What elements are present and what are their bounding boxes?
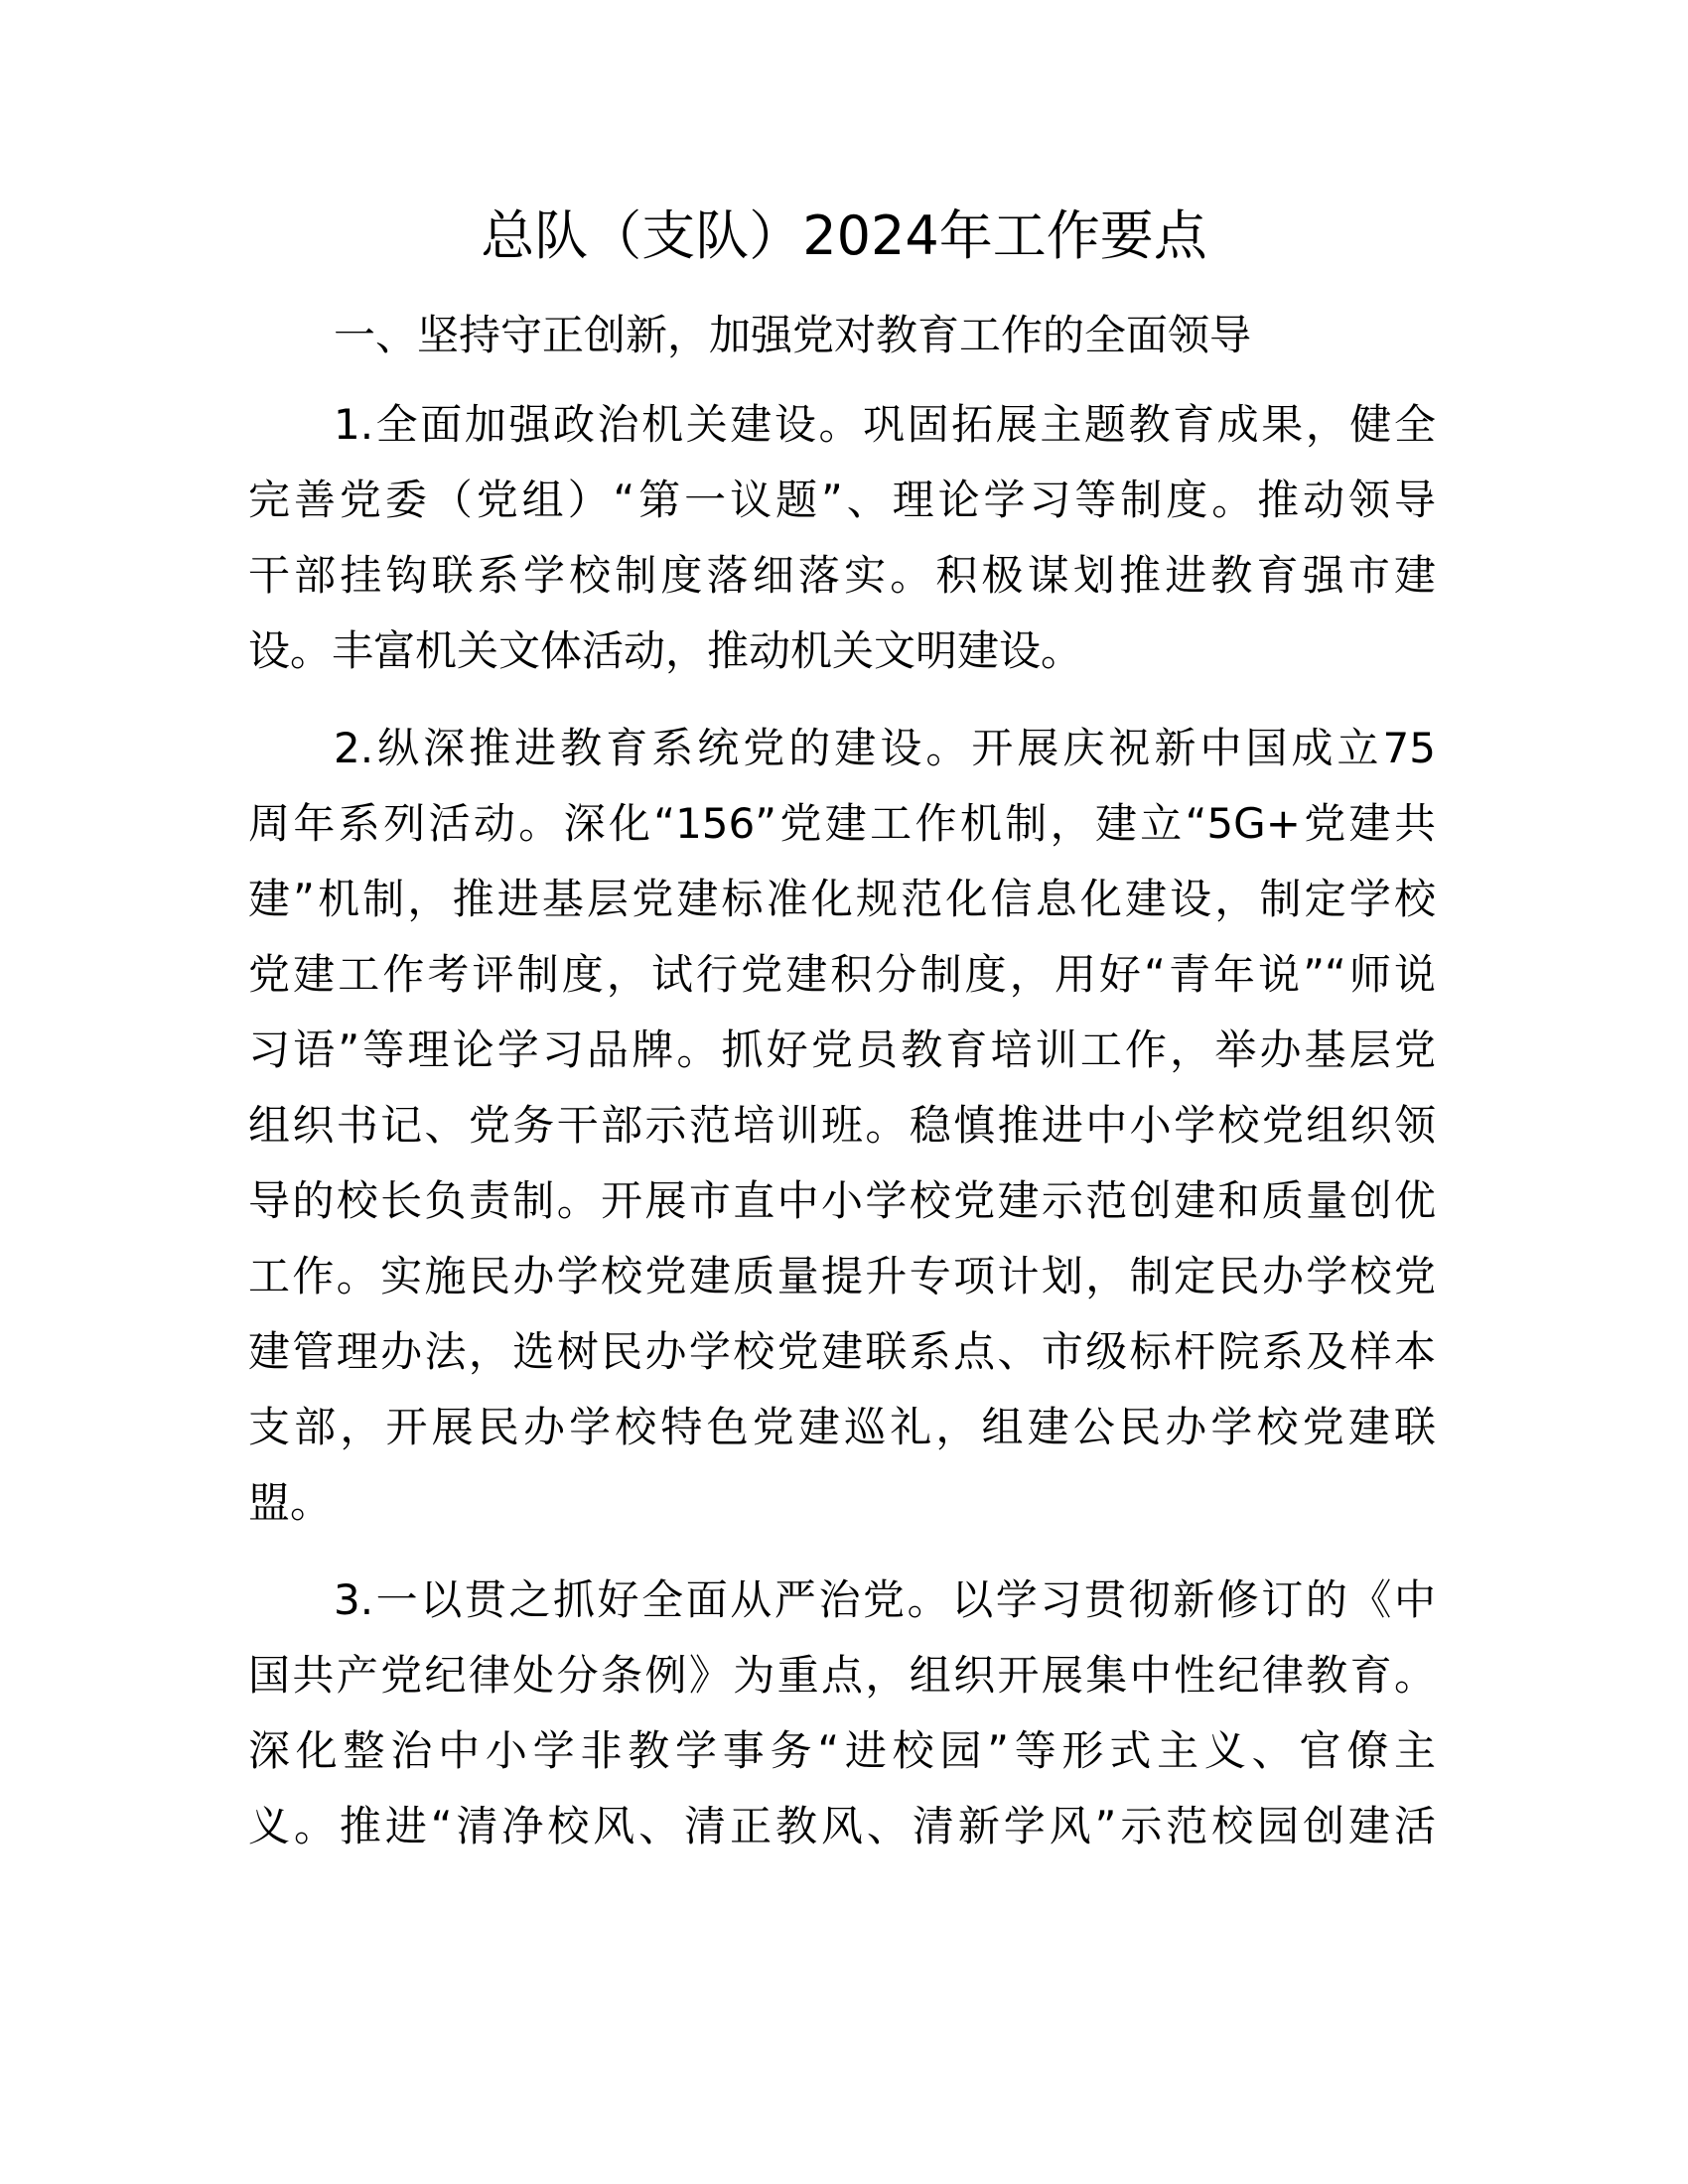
text-line: 盟。	[248, 1478, 333, 1527]
document-body	[248, 298, 1436, 1886]
paragraph-3	[248, 1563, 1436, 1864]
text-line: 工作。实施民办学校党建质量提升专项计划，制定民办学校党	[248, 1252, 1436, 1300]
document-title: 总队（支队）2024年工作要点	[481, 205, 1207, 267]
text-line: 深化整治中小学非教学事务“进校园”等形式主义、官僚主	[248, 1726, 1436, 1775]
text-line: 支部，开展民办学校特色党建巡礼，组建公民办学校党建联	[248, 1403, 1436, 1451]
text-line: 导的校长负责制。开展市直中小学校党建示范创建和质量创优	[248, 1176, 1436, 1225]
text-line: 组织书记、党务干部示范培训班。稳慎推进中小学校党组织领	[248, 1101, 1436, 1150]
text-line: 周年系列活动。深化“156”党建工作机制，建立“5G+党建共	[248, 799, 1436, 848]
text-line: 设。丰富机关文体活动，推动机关文明建设。	[248, 626, 1083, 675]
section-heading: 一、坚持守正创新，加强党对教育工作的全面领导	[334, 311, 1252, 359]
text-line: 干部挂钩联系学校制度落细落实。积极谋划推进教育强市建	[248, 551, 1436, 600]
text-line: 党建工作考评制度，试行党建积分制度，用好“青年说”“师说	[248, 950, 1436, 999]
text-line: 建”机制，推进基层党建标准化规范化信息化建设，制定学校	[248, 875, 1436, 923]
text-line: 3.一以贯之抓好全面从严治党。以学习贯彻新修订的《中	[334, 1575, 1436, 1624]
text-line: 习语”等理论学习品牌。抓好党员教育培训工作，举办基层党	[248, 1025, 1436, 1074]
text-line: 2.纵深推进教育系统党的建设。开展庆祝新中国成立75	[334, 724, 1436, 772]
paragraph-2	[248, 711, 1436, 1541]
text-line: 1.全面加强政治机关建设。巩固拓展主题教育成果，健全	[334, 400, 1436, 449]
text-line: 建管理办法，选树民办学校党建联系点、市级标杆院系及样本	[248, 1327, 1436, 1376]
text-line: 完善党委（党组）“第一议题”、理论学习等制度。推动领导	[248, 476, 1436, 524]
text-line: 国共产党纪律处分条例》为重点，组织开展集中性纪律教育。	[248, 1651, 1436, 1700]
paragraph-1	[248, 387, 1436, 689]
text-line: 义。推进“清净校风、清正教风、清新学风”示范校园创建活	[248, 1802, 1436, 1850]
